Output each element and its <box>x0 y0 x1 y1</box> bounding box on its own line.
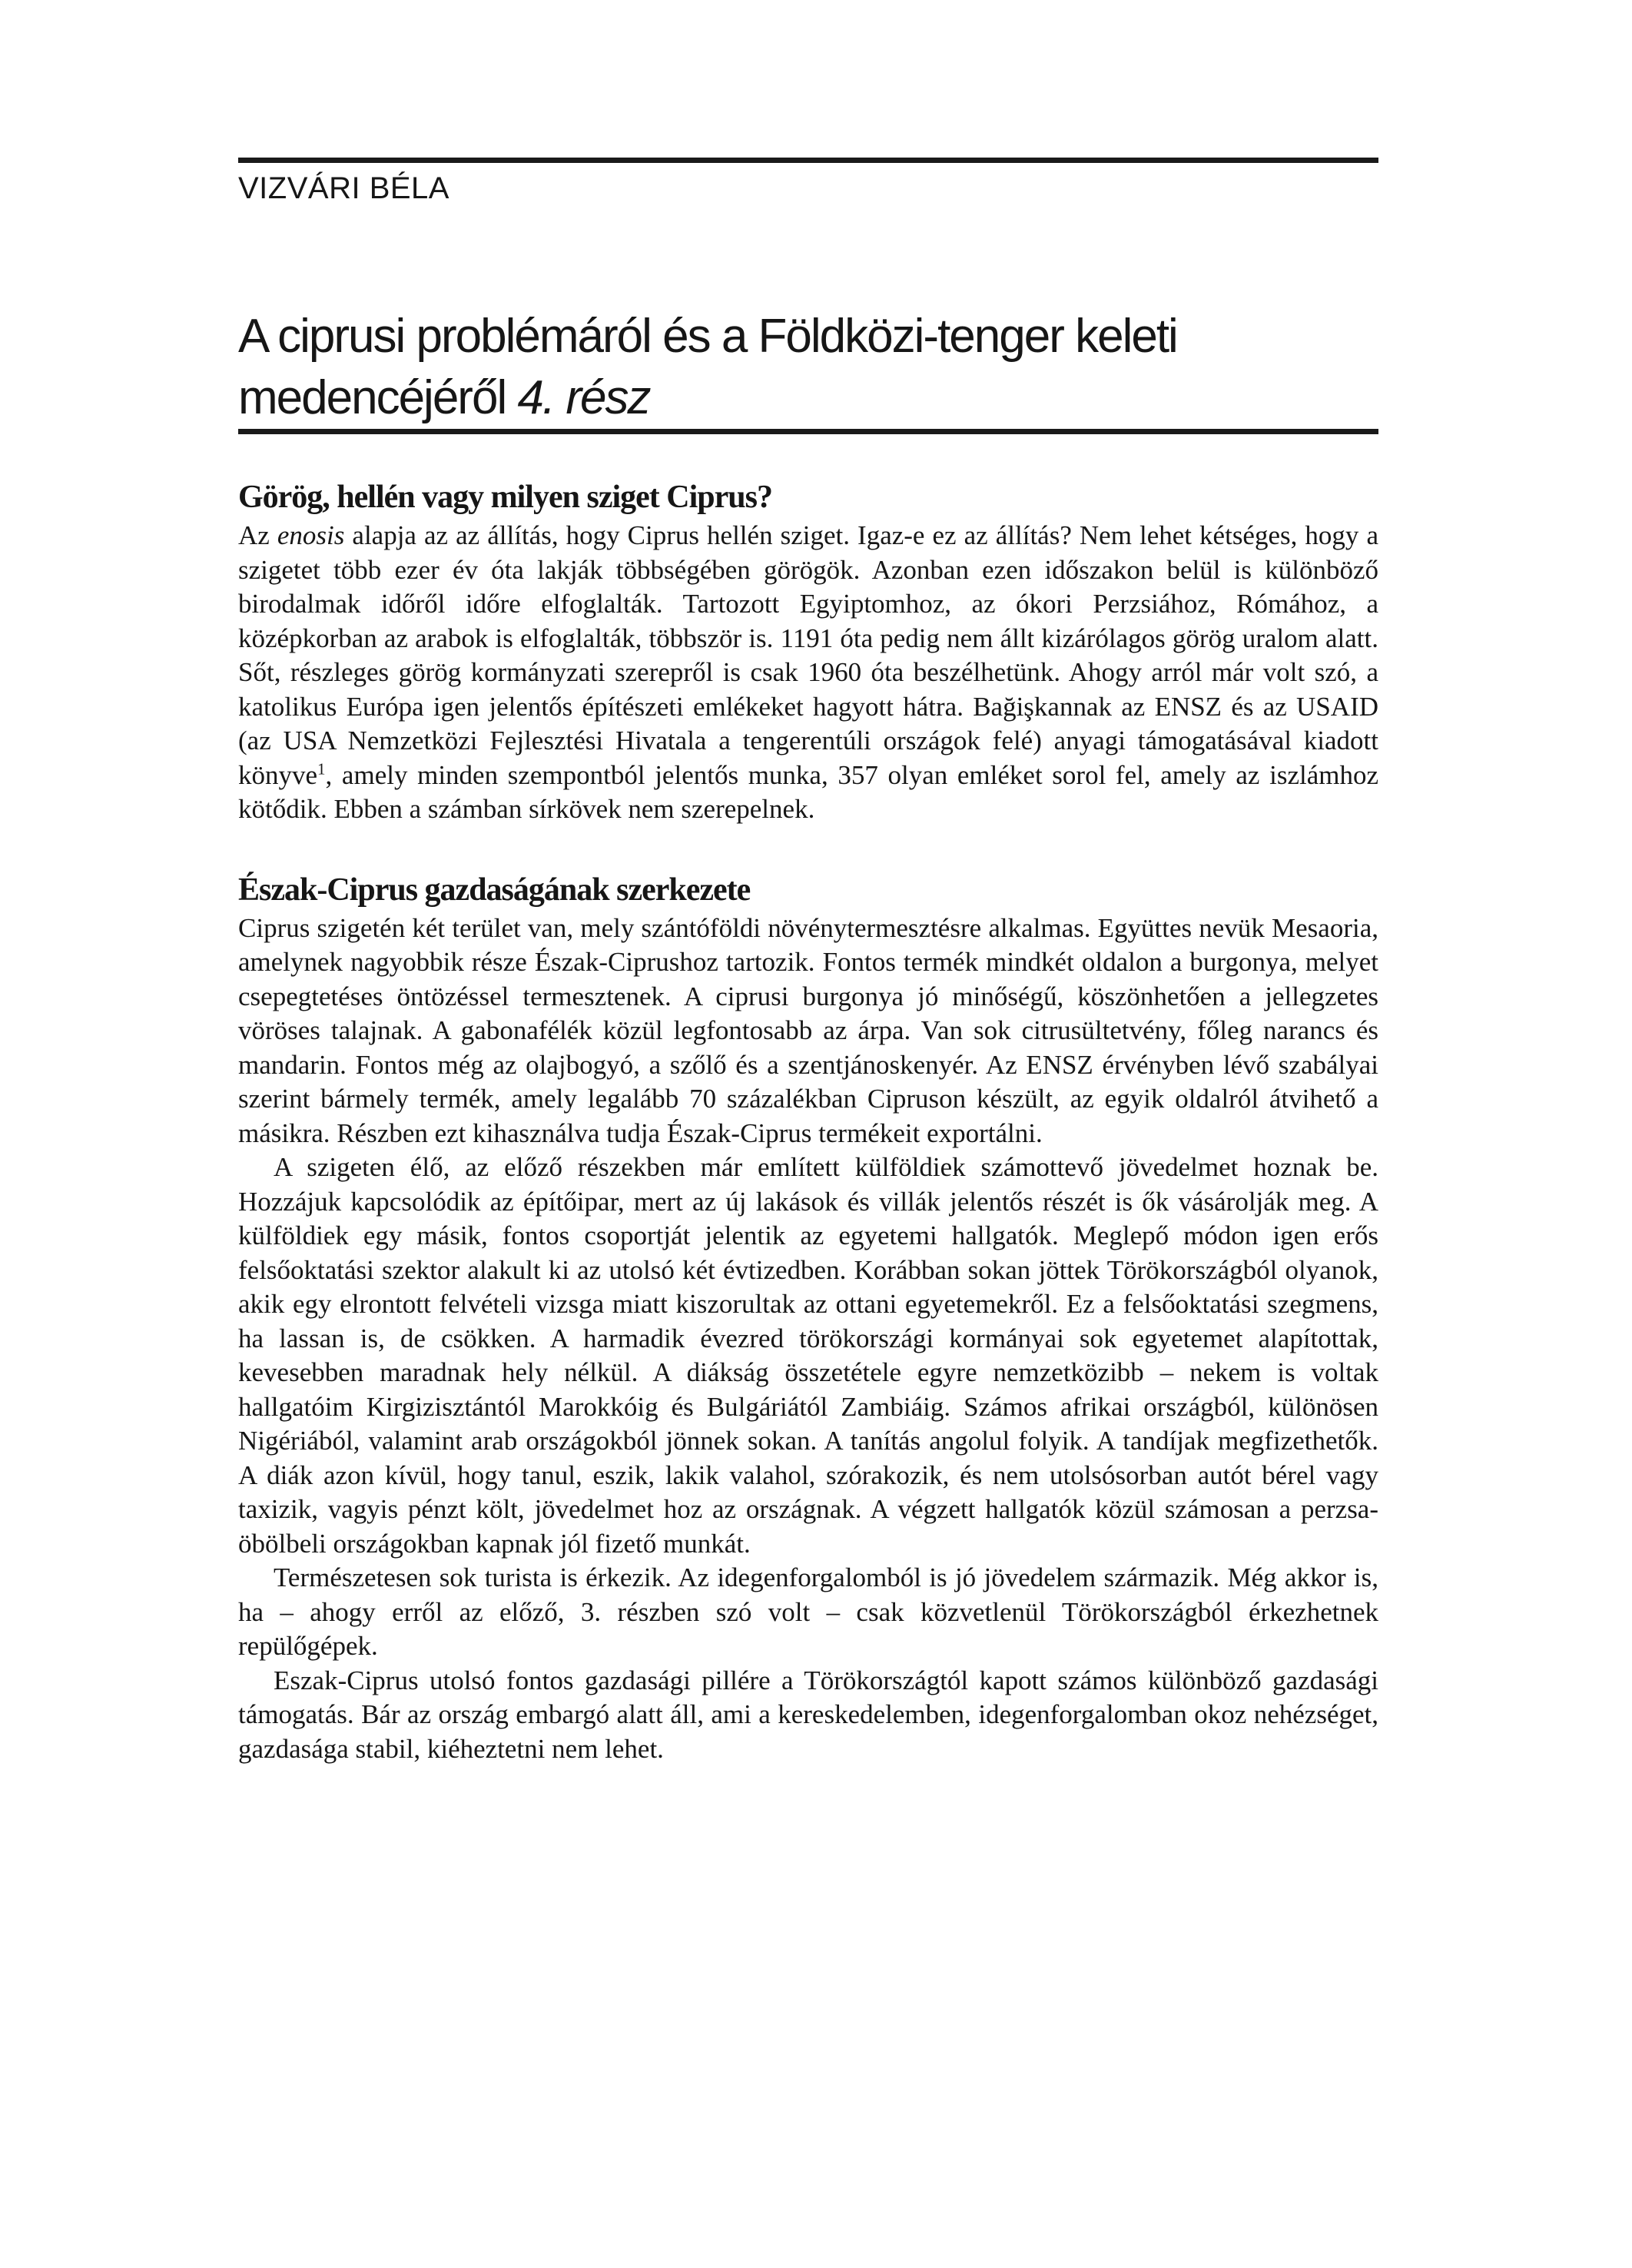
author-name: VIZVÁRI BÉLA <box>238 171 449 205</box>
article-title-line1: A ciprusi problémáról és a Földközi-tenger keleti <box>238 310 1177 363</box>
article-title <box>238 306 1378 429</box>
section-heading-greek-hellenic: Görög, hellén vagy milyen sziget Ciprus? <box>238 480 772 515</box>
article-title-part-number: 4. rész <box>517 371 650 424</box>
paragraph-turkish-support: Eszak-Ciprus utolsó fontos gazdasági pillére a Törökországtól kapott számos különböző gazdasági támogatás. Bár az ország embargó alatt áll, ami a kereskedelemben, idegenforgalomban okoz nehézséget, gazdasága stabil, kiéheztetni nem lehet. <box>238 1665 1378 1764</box>
paragraph-foreigners-students: A szigeten élő, az előző részekben már említett külföldiek számottevő jövedelmet hoznak be. Hozzájuk kapcsolódik az építőipar, mert az új lakások és villák jelentős részét is ők vásárolják meg. A külföldiek egy másik, fontos csoportját jelentik az egyetemi hallgatók. Meglepő módon igen erős felsőoktatási szektor alakult ki az utolsó két évtizedben. Korábban sokan jöttek Törökországból olyanok, akik egy elrontott felvételi vizsga miatt kiszorultak az ottani egyetemekről. Ez a felsőoktatási szegmens, ha lassan is, de csökken. A harmadik évezred törökországi kormányai sok egyetemet alapítottak, kevesebben maradnak hely nélkül. A diákság összetétele egyre nemzetközibb – nekem is voltak hallgatóim Kirgizisztántól Marokkóig és Bulgáriától Zambiáig. Számos afrikai országból, különösen Nigériából, valamint arab országokból jönnek sokan. A tanítás angolul folyik. A tandíjak megfizethetők. A diák azon kívül, hogy tanul, eszik, lakik valahol, szórakozik, és nem utolsósorban autót bérel vagy taxizik, vagyis pénzt költ, jövedelmet hoz az országnak. A végzett hallgatók közül számosan a perzsa-öbölbeli országokban kapnak jól fizető munkát. <box>238 1152 1378 1559</box>
paragraph-enosis-tail: , amely minden szempontból jelentős munka, 357 olyan emléket sorol fel, amely az iszlámhoz kötődik. Ebben a számban sírkövek nem szerepelnek. <box>238 759 1378 824</box>
header-bottom-rule <box>238 429 1378 434</box>
italic-term-enosis: enosis <box>277 520 345 550</box>
paragraph-tourism: Természetesen sok turista is érkezik. Az idegenforgalomból is jó jövedelem származik. Még akkor is, ha – ahogy erről az előző, 3. részben szó volt – csak közvetlenül Törökországból érkezhetnek repülőgépek. <box>238 1562 1378 1661</box>
article-title-line2 <box>238 367 1378 429</box>
paragraph-enosis-body: alapja az az állítás, hogy Ciprus hellén sziget. Igaz-e ez az állítás? Nem lehet kétséges, hogy a szigetet több ezer év óta lakják többségében görögök. Azonban ezen időszakon belül is különböző birodalmak időről időre elfoglalták. Tartozott Egyiptomhoz, az ókori Perzsiához, Rómához, a középkorban az arabok is elfoglalták, többször is. 1191 óta pedig nem állt kizárólagos görög uralom alatt. Sőt, részleges görög kormányzati szerepről is csak 1960 óta beszélhetünk. Ahogy arról már volt szó, a katolikus Európa igen jelentős építészeti emlékeket hagyott hátra. Bağişkannak az ENSZ és az USAID (az USA Nemzetközi Fejlesztési Hivatala a tengerentúli országok felé) anyagi támogatásával kiadott könyve <box>238 520 1378 790</box>
header-top-rule <box>238 158 1378 163</box>
paragraph-agriculture: Ciprus szigetén két terület van, mely szántóföldi növénytermesztésre alkalmas. Együttes nevük Mesaoria, amelynek nagyobbik része Észak-Ciprushoz tartozik. Fontos termék mindkét oldalon a burgonya, melyet csepegtetéses öntözéssel termesztenek. A ciprusi burgonya jó minőségű, köszönhetően a jellegzetes vöröses talajnak. A gabonafélék közül legfontosabb az árpa. Van sok citrusültetvény, főleg narancs és mandarin. Fontos még az olajbogyó, a szőlő és a szentjánoskenyér. Az ENSZ érvényben lévő szabályai szerint bármely termék, amely legalább 70 százalékban Cipruson készült, az egyik oldalról átvihető a másikra. Részben ezt kihasználva tudja Észak-Ciprus termékeit exportálni. <box>238 912 1378 1148</box>
paragraph-enosis-lead: Az <box>238 520 277 550</box>
article-title-line2-regular: medencéjéről <box>238 371 518 424</box>
article-column <box>238 0 1378 1766</box>
footnote-marker-1: 1 <box>317 759 326 778</box>
section-heading-economy-structure: Észak-Ciprus gazdaságának szerkezete <box>238 872 751 908</box>
paragraph-enosis <box>238 519 1378 827</box>
